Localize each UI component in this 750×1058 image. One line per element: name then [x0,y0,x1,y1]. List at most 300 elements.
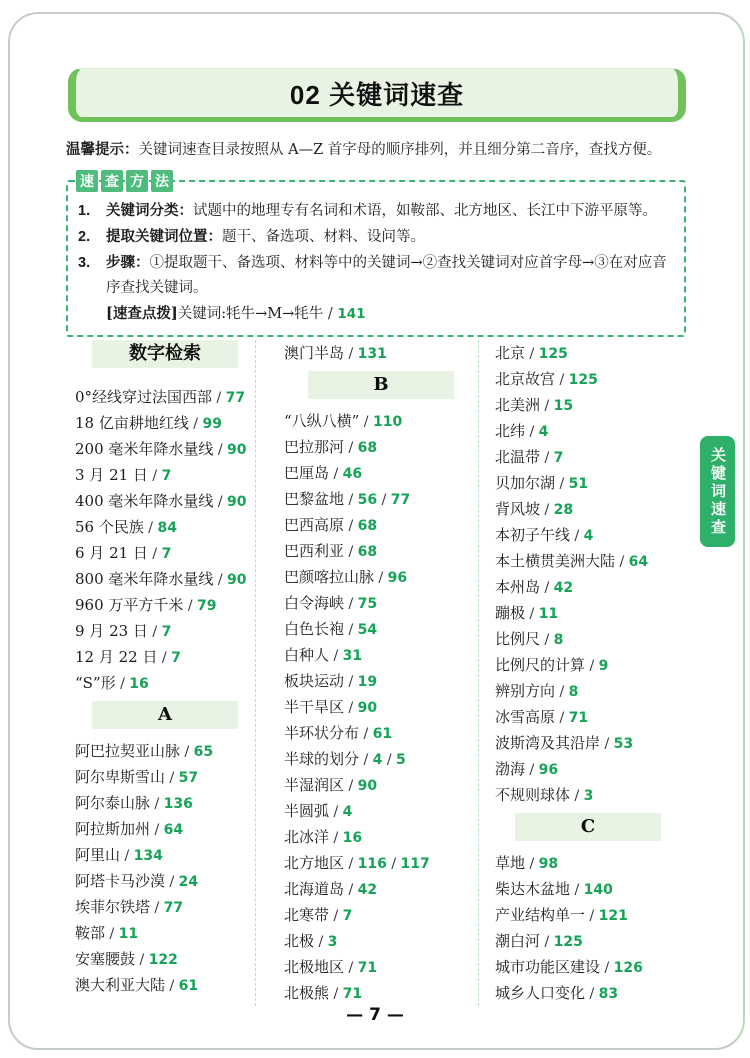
entry-page-number: 121 [598,908,628,924]
entry-separator: / [147,468,162,484]
index-entry [495,850,681,876]
entry-term: 半干旱区 [284,698,345,716]
entry-term: 白种人 [284,646,330,664]
index-entry [75,540,255,566]
entry-page-number: 11 [538,606,559,622]
entry-page-number: 99 [202,416,222,432]
method-item-text: ①提取题干、备选项、材料等中的关键词→②查找关键词对应首字母→③在对应音序查找关键词。 [106,255,667,296]
index-entry [75,946,255,972]
page-number: — 7 — [346,1005,404,1025]
index-entry [75,488,255,514]
entry-separator: / [540,934,554,950]
method-item-text: 试题中的地理专有名词和术语，如鞍部、北方地区、长江中下游平原等。 [193,203,657,219]
entry-separator: / [323,306,338,322]
entry-term: 半环状分布 [284,724,360,742]
entry-page-number: 3 [327,934,338,950]
entry-separator: / [344,882,358,898]
entry-separator: / [344,856,358,872]
index-entry [75,618,255,644]
index-entry [75,462,255,488]
entry-page-number: 46 [342,466,363,482]
entry-term: 巴颜喀拉山脉 [284,568,375,586]
index-entry [495,954,681,980]
entry-page-number: 68 [357,518,378,534]
index-entry [284,824,478,850]
tip-line [66,140,688,160]
entry-separator: / [329,804,343,820]
index-entry [75,972,255,998]
index-entry [284,954,478,980]
entry-page-number: 7 [553,450,564,466]
entry-separator: / [115,676,130,692]
method-item-number: 2. [78,229,91,245]
tip-label: 温馨提示： [66,141,139,158]
entry-separator: / [180,744,194,760]
entry-page-number: 90 [357,700,378,716]
entry-page-number: 4 [372,752,383,768]
entry-term: 巴拉那河 [284,438,345,456]
entry-term: 北纬 [495,422,526,440]
entry-term: 蹦极 [495,604,526,622]
entry-page-number: 54 [357,622,378,638]
index-entry [495,496,681,522]
entry-separator: / [213,494,228,510]
index-entry [284,340,478,366]
section-header: 数字检索 [92,340,238,368]
index-entry [284,928,478,954]
method-tag-char: 法 [151,170,173,192]
index-entry [495,470,681,496]
entry-term: 本州岛 [495,578,541,596]
entry-separator: / [540,632,554,648]
entry-separator: / [344,596,358,612]
index-entry [284,980,478,1006]
method-item-label: 提取关键词位置： [106,228,222,245]
entry-term: 背风坡 [495,500,541,518]
entry-separator: / [525,346,539,362]
entry-page-number: 90 [357,778,378,794]
index-entry [284,408,478,434]
index-entry [75,920,255,946]
entry-term: 澳门半岛 [284,344,345,362]
entry-separator: / [329,648,343,664]
entry-page-number: 8 [553,632,564,648]
entry-term: 巴西利亚 [284,542,345,560]
entry-separator: / [525,424,539,440]
entry-separator: / [570,528,584,544]
index-entry [75,816,255,842]
entry-page-number: 5 [396,752,406,768]
entry-term: 巴黎盆地 [284,490,345,508]
entry-page-number: 3 [583,788,594,804]
entry-page-number: 83 [598,986,619,1002]
entry-term: 城市功能区建设 [495,958,601,976]
index-entry [284,538,478,564]
entry-page-number: 64 [163,822,184,838]
entry-term: 半球的划分 [284,750,360,768]
entry-page-number: 7 [342,908,353,924]
entry-separator: / [555,710,569,726]
entry-page-number: 117 [400,856,430,872]
entry-term: 安塞腰鼓 [75,950,136,968]
entry-term: 北海道岛 [284,880,345,898]
entry-page-number: 4 [538,424,549,440]
entry-page-number: 90 [227,494,247,510]
method-item [78,250,674,301]
tip-text: 关键词速查目录按照从 A—Z 首字母的顺序排列，并且细分第二音序，查找方便。 [138,142,662,158]
entry-term: 比例尺 [495,630,541,648]
entry-term: 6 月 21 日 [75,544,148,562]
index-entry [75,670,255,696]
entry-term: 辨别方向 [495,682,556,700]
method-note-text: 关键词:牦牛→M→牦牛 [177,306,324,322]
entry-separator: / [585,908,599,924]
index-entry [75,842,255,868]
entry-term: 北美洲 [495,396,541,414]
index-entry [495,522,681,548]
entry-page-number: 4 [342,804,353,820]
index-entry [495,730,681,756]
index-entry [495,366,681,392]
entry-page-number: 4 [583,528,594,544]
entry-page-number: 11 [118,926,139,942]
entry-page-number: 15 [553,398,574,414]
entry-separator: / [329,908,343,924]
index-entry [75,436,255,462]
entry-page-number: 125 [553,934,583,950]
entry-page-number: 57 [178,770,199,786]
entry-separator: / [213,442,228,458]
index-entry [75,410,255,436]
entry-separator: / [183,598,198,614]
entry-separator: / [165,978,179,994]
entry-page-number: 31 [342,648,363,664]
entry-term: 阿里山 [75,846,121,864]
entry-separator: / [150,900,164,916]
entry-separator: / [525,856,539,872]
entry-term: 北冰洋 [284,828,330,846]
entry-page-number: 79 [197,598,217,614]
index-entry [495,652,681,678]
entry-term: 埃菲尔铁塔 [75,898,151,916]
index-entry [75,644,255,670]
index-entry [284,798,478,824]
entry-separator: / [540,450,554,466]
index-entry [284,876,478,902]
index-entry [495,418,681,444]
entry-page-number: 61 [178,978,199,994]
index-entry [75,764,255,790]
entry-separator: / [344,778,358,794]
method-tag-char: 速 [76,170,98,192]
entry-separator: / [344,346,358,362]
entry-separator: / [344,700,358,716]
entry-page-number: 75 [357,596,378,612]
entry-separator: / [600,960,614,976]
entry-page-number: 90 [227,442,247,458]
side-tab-keyword-index [700,436,735,547]
entry-separator: / [525,606,539,622]
index-entry [75,738,255,764]
entry-page-number: 28 [553,502,574,518]
entry-term: 800 毫米年降水量线 [75,570,214,588]
entry-term: 北极地区 [284,958,345,976]
entry-term: 本初子午线 [495,526,571,544]
entry-separator: / [344,544,358,560]
index-entry [284,746,478,772]
entry-separator: / [570,788,584,804]
entry-page-number: 71 [342,986,363,1002]
entry-separator: / [585,658,599,674]
entry-separator: / [105,926,119,942]
entry-term: 本土横贯美洲大陆 [495,552,616,570]
side-tab-label: 关键词速查 [709,446,726,537]
entry-page-number: 125 [568,372,598,388]
entry-page-number: 90 [227,572,247,588]
index-column [75,340,255,1006]
entry-separator: / [329,830,343,846]
entry-page-number: 96 [538,762,559,778]
index-entry [495,756,681,782]
entry-page-number: 77 [163,900,184,916]
index-entry [75,566,255,592]
index-entry [75,790,255,816]
index-entry [495,876,681,902]
entry-separator: / [344,492,358,508]
entry-page-number: 84 [157,520,177,536]
index-entry [284,694,478,720]
entry-page-number: 122 [148,952,178,968]
entry-term: 960 万平方千米 [75,596,184,614]
entry-separator: / [213,572,228,588]
entry-page-number: 7 [161,546,172,562]
entry-separator: / [359,752,373,768]
method-item-text: 题干、备选项、材料、设问等。 [222,229,425,245]
entry-term: 阿拉斯加州 [75,820,151,838]
index-entry [284,460,478,486]
entry-page-number: 131 [357,346,387,362]
entry-page-number: 110 [372,414,403,430]
index-entry [75,868,255,894]
entry-term: 400 毫米年降水量线 [75,492,214,510]
entry-separator: / [555,684,569,700]
entry-term: “八纵八横” [284,412,360,430]
index-entry [495,928,681,954]
entry-term: 冰雪高原 [495,708,556,726]
entry-page-number: 53 [613,736,634,752]
entry-page-number: 61 [372,726,393,742]
entry-separator: / [344,960,358,976]
index-entry [284,486,478,512]
entry-term: 阿尔卑斯雪山 [75,768,166,786]
index-entry [495,600,681,626]
entry-term: 北方地区 [284,854,345,872]
entry-term: 北极 [284,932,315,950]
entry-page-number: 16 [342,830,363,846]
entry-term: 北京故宫 [495,370,556,388]
entry-separator: / [157,650,172,666]
entry-page-number: 42 [357,882,378,898]
entry-page-number: 96 [387,570,408,586]
entry-page-number: 77 [390,492,411,508]
entry-separator: / [344,674,358,690]
index-entry [495,678,681,704]
entry-separator: / [147,546,162,562]
index-entry [495,392,681,418]
entry-page-number: 68 [357,544,378,560]
entry-term: 白令海峡 [284,594,345,612]
method-item [78,198,674,224]
entry-separator: / [165,874,179,890]
entry-separator: / [570,882,584,898]
entry-term: 城乡人口变化 [495,984,586,1002]
entry-term: 澳大利亚大陆 [75,976,166,994]
method-item-number: 3. [78,255,91,271]
index-entry [284,902,478,928]
index-entry [284,564,478,590]
index-entry [284,850,478,876]
page-title: 02 关键词速查 [289,79,465,110]
entry-separator: / [344,440,358,456]
entry-page-number: 19 [357,674,378,690]
method-tag-char: 方 [126,170,148,192]
index-entry [495,548,681,574]
index-entry [284,720,478,746]
index-entry [284,616,478,642]
method-box [66,173,686,337]
entry-page-number: 7 [161,624,172,640]
entry-page-number: 98 [538,856,559,872]
index-entry [495,340,681,366]
entry-page-number: 24 [178,874,199,890]
entry-term: 200 毫米年降水量线 [75,440,214,458]
method-note [78,301,674,327]
entry-separator: / [165,770,179,786]
index-entry [495,444,681,470]
entry-separator: / [386,856,401,872]
entry-separator: / [120,848,134,864]
index-entry [495,980,681,1006]
entry-separator: / [525,762,539,778]
entry-page-number: 7 [171,650,181,666]
entry-separator: / [314,934,328,950]
index-entry [495,902,681,928]
entry-separator: / [374,570,388,586]
entry-separator: / [540,580,554,596]
index-entry [495,782,681,808]
index-entry [284,434,478,460]
entry-separator: / [143,520,158,536]
entry-page-number: 64 [628,554,649,570]
entry-term: 北寒带 [284,906,330,924]
entry-separator: / [377,492,391,508]
method-note-page-number: 141 [337,306,366,322]
entry-term: 12 月 22 日 [75,648,158,666]
entry-term: 鞍部 [75,924,106,942]
entry-separator: / [150,822,164,838]
section-header: B [308,371,454,399]
entry-separator: / [382,752,397,768]
entry-page-number: 8 [568,684,579,700]
entry-page-number: 56 [357,492,378,508]
entry-page-number: 140 [583,882,613,898]
entry-separator: / [329,466,343,482]
index-entry [495,704,681,730]
entry-term: 半湿润区 [284,776,345,794]
entry-separator: / [555,372,569,388]
entry-separator: / [615,554,629,570]
entry-separator: / [344,622,358,638]
method-item-label: 步骤： [106,254,150,271]
entry-page-number: 125 [538,346,568,362]
entry-separator: / [147,624,162,640]
method-tag [76,170,173,192]
index-column [478,340,681,1006]
entry-term: 3 月 21 日 [75,466,148,484]
entry-term: 贝加尔湖 [495,474,556,492]
entry-separator: / [585,986,599,1002]
entry-term: 草地 [495,854,526,872]
entry-separator: / [359,414,373,430]
entry-page-number: 116 [357,856,387,872]
index-entry [284,772,478,798]
entry-page-number: 134 [133,848,163,864]
entry-page-number: 9 [598,658,609,674]
entry-term: 半圆弧 [284,802,330,820]
entry-page-number: 136 [163,796,193,812]
entry-separator: / [540,398,554,414]
entry-term: 阿尔泰山脉 [75,794,151,812]
entry-separator: / [212,390,226,406]
entry-term: 渤海 [495,760,526,778]
entry-page-number: 65 [193,744,214,760]
entry-page-number: 16 [129,676,149,692]
section-header: C [515,813,661,841]
method-tag-char: 查 [101,170,123,192]
index-entry [75,592,255,618]
entry-term: “S”形 [75,674,116,692]
index-entry [284,668,478,694]
entry-separator: / [600,736,614,752]
entry-page-number: 71 [357,960,378,976]
index-entry [284,512,478,538]
entry-separator: / [344,518,358,534]
index-entry [495,626,681,652]
entry-term: 北温带 [495,448,541,466]
entry-term: 阿巴拉契亚山脉 [75,742,181,760]
entry-term: 56 个民族 [75,518,144,536]
entry-page-number: 68 [357,440,378,456]
title-banner [68,68,686,122]
method-items [78,198,674,301]
index-entry [75,894,255,920]
entry-term: 巴厘岛 [284,464,330,482]
entry-separator: / [188,416,203,432]
method-item-number: 1. [78,203,91,219]
index-entry [75,514,255,540]
method-item [78,224,674,250]
index-column [255,340,478,1006]
entry-page-number: 42 [553,580,574,596]
entry-page-number: 51 [568,476,589,492]
entry-term: 阿塔卡马沙漠 [75,872,166,890]
entry-term: 柴达木盆地 [495,880,571,898]
entry-term: 板块运动 [284,672,345,690]
entry-term: 18 亿亩耕地红线 [75,414,189,432]
entry-page-number: 71 [568,710,589,726]
index-entry [284,590,478,616]
entry-term: 潮白河 [495,932,541,950]
